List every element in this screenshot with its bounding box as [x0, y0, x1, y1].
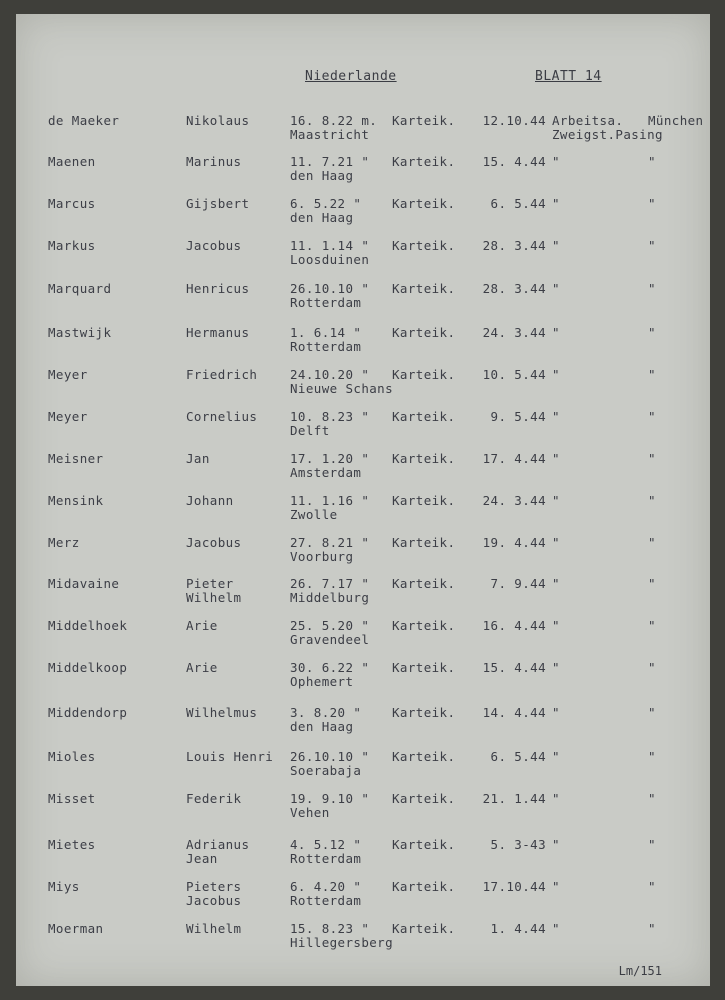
birth-place: Vehen: [290, 805, 330, 820]
karteik-cell: Karteik.: [392, 618, 456, 633]
birth-date: 11. 7.21 ": [290, 154, 370, 169]
birth-date: 17. 1.20 ": [290, 451, 370, 466]
karteik-date-cell: 9. 5.44: [490, 409, 546, 424]
birth-place: Loosduinen: [290, 252, 370, 267]
arbeitsamt-text: ": [552, 409, 560, 424]
birth-place: Voorburg: [290, 549, 354, 564]
birth-date: 16. 8.22 m.: [290, 113, 378, 128]
city-cell: ": [648, 451, 656, 466]
karteik-cell: Karteik.: [392, 367, 456, 382]
birth-date: 26. 7.17 ": [290, 576, 370, 591]
karteik-date-cell: 28. 3.44: [482, 281, 546, 296]
branch-office-text: Zweigst.Pasing: [552, 127, 663, 142]
city-cell: ": [648, 749, 656, 764]
arbeitsamt-text: ": [552, 749, 560, 764]
city-cell: ": [648, 921, 656, 936]
birth-date-place-cell: [290, 750, 369, 778]
karteik-date-cell: 1. 4.44: [490, 921, 546, 936]
arbeitsamt-cell: [552, 452, 560, 466]
first-name-cell: Pieter Wilhelm: [186, 576, 242, 605]
karteik-date-cell: 16. 4.44: [482, 618, 546, 633]
first-name-cell: Louis Henri: [186, 749, 274, 764]
birth-place: Zwolle: [290, 507, 338, 522]
birth-date-place-cell: [290, 494, 369, 522]
karteik-cell: Karteik.: [392, 493, 456, 508]
table-row: [16, 452, 710, 492]
table-row: [16, 368, 710, 408]
city-cell: ": [648, 154, 656, 169]
birth-place: Hillegersberg: [290, 935, 394, 950]
birth-place: Rotterdam: [290, 893, 362, 908]
karteik-cell: Karteik.: [392, 451, 456, 466]
city-cell: ": [648, 837, 656, 852]
karteik-date-cell: 15. 4.44: [482, 154, 546, 169]
karteik-date-cell: 19. 4.44: [482, 535, 546, 550]
first-name-cell: Jan: [186, 451, 210, 466]
birth-place: Amsterdam: [290, 465, 362, 480]
surname-cell: Midavaine: [48, 576, 120, 591]
first-name-cell: Wilhelm: [186, 921, 242, 936]
arbeitsamt-text: ": [552, 705, 560, 720]
birth-date: 15. 8.23 ": [290, 921, 370, 936]
karteik-cell: Karteik.: [392, 238, 456, 253]
birth-place: Gravendeel: [290, 632, 370, 647]
first-name-cell: Johann: [186, 493, 234, 508]
table-row: [16, 880, 710, 920]
birth-place: den Haag: [290, 210, 354, 225]
birth-date-place-cell: [290, 838, 361, 866]
karteik-cell: Karteik.: [392, 281, 456, 296]
karteik-cell: Karteik.: [392, 921, 456, 936]
surname-cell: Middelhoek: [48, 618, 128, 633]
arbeitsamt-cell: [552, 114, 663, 142]
arbeitsamt-cell: [552, 536, 560, 550]
birth-date-place-cell: [290, 577, 369, 605]
table-row: [16, 750, 710, 790]
birth-date-place-cell: [290, 792, 369, 820]
table-row: [16, 619, 710, 659]
table-row: [16, 494, 710, 534]
city-cell: ": [648, 367, 656, 382]
surname-cell: Mastwijk: [48, 325, 112, 340]
city-cell: ": [648, 196, 656, 211]
birth-date: 11. 1.16 ": [290, 493, 370, 508]
birth-place: Maastricht: [290, 127, 370, 142]
city-cell: ": [648, 325, 656, 340]
birth-date-place-cell: [290, 922, 393, 950]
first-name-cell: Wilhelmus: [186, 705, 258, 720]
table-row: [16, 282, 710, 322]
arbeitsamt-cell: [552, 792, 560, 806]
city-cell: ": [648, 281, 656, 296]
arbeitsamt-cell: [552, 326, 560, 340]
karteik-cell: Karteik.: [392, 791, 456, 806]
table-row: [16, 792, 710, 832]
surname-cell: Marquard: [48, 281, 112, 296]
karteik-date-cell: 6. 5.44: [490, 196, 546, 211]
city-cell: ": [648, 705, 656, 720]
arbeitsamt-cell: [552, 922, 560, 936]
karteik-date-cell: 21. 1.44: [482, 791, 546, 806]
surname-cell: Mietes: [48, 837, 96, 852]
arbeitsamt-text: ": [552, 154, 560, 169]
country-heading: Niederlande: [305, 69, 397, 84]
arbeitsamt-cell: [552, 706, 560, 720]
arbeitsamt-cell: [552, 368, 560, 382]
karteik-date-cell: 24. 3.44: [482, 493, 546, 508]
birth-date-place-cell: [290, 661, 369, 689]
karteik-date-cell: 15. 4.44: [482, 660, 546, 675]
karteik-cell: Karteik.: [392, 837, 456, 852]
arbeitsamt-cell: [552, 750, 560, 764]
surname-cell: Meyer: [48, 367, 88, 382]
first-name-cell: Friedrich: [186, 367, 258, 382]
karteik-cell: Karteik.: [392, 879, 456, 894]
birth-place: Ophemert: [290, 674, 354, 689]
birth-place: Rotterdam: [290, 851, 362, 866]
surname-cell: Middelkoop: [48, 660, 128, 675]
arbeitsamt-text: ": [552, 451, 560, 466]
birth-date-place-cell: [290, 114, 377, 142]
table-row: [16, 410, 710, 450]
birth-date: 4. 5.12 ": [290, 837, 362, 852]
table-row: [16, 239, 710, 279]
table-row: [16, 922, 710, 962]
birth-date-place-cell: [290, 536, 369, 564]
karteik-date-cell: 6. 5.44: [490, 749, 546, 764]
arbeitsamt-text: ": [552, 618, 560, 633]
table-row: [16, 197, 710, 237]
birth-place: Soerabaja: [290, 763, 362, 778]
table-row: [16, 706, 710, 746]
birth-date-place-cell: [290, 282, 369, 310]
surname-cell: Miys: [48, 879, 80, 894]
table-row: [16, 661, 710, 701]
first-name-cell: Jacobus: [186, 535, 242, 550]
birth-date: 10. 8.23 ": [290, 409, 370, 424]
surname-cell: Merz: [48, 535, 80, 550]
karteik-date-cell: 24. 3.44: [482, 325, 546, 340]
arbeitsamt-text: ": [552, 879, 560, 894]
first-name-cell: Marinus: [186, 154, 242, 169]
birth-date: 24.10.20 ": [290, 367, 370, 382]
birth-date: 27. 8.21 ": [290, 535, 370, 550]
arbeitsamt-cell: [552, 619, 560, 633]
city-cell: München: [648, 113, 704, 128]
birth-date: 6. 5.22 ": [290, 196, 362, 211]
karteik-cell: Karteik.: [392, 660, 456, 675]
surname-cell: Moerman: [48, 921, 104, 936]
karteik-cell: Karteik.: [392, 535, 456, 550]
first-name-cell: Arie: [186, 618, 218, 633]
city-cell: ": [648, 660, 656, 675]
birth-date: 1. 6.14 ": [290, 325, 362, 340]
first-name-cell: Hermanus: [186, 325, 250, 340]
karteik-date-cell: 7. 9.44: [490, 576, 546, 591]
birth-place: Rotterdam: [290, 339, 362, 354]
karteik-date-cell: 14. 4.44: [482, 705, 546, 720]
birth-date-place-cell: [290, 155, 369, 183]
karteik-date-cell: 12.10.44: [482, 113, 546, 128]
karteik-cell: Karteik.: [392, 749, 456, 764]
city-cell: ": [648, 618, 656, 633]
arbeitsamt-cell: [552, 410, 560, 424]
first-name-cell: Gijsbert: [186, 196, 250, 211]
arbeitsamt-text: ": [552, 660, 560, 675]
birth-date: 30. 6.22 ": [290, 660, 370, 675]
karteik-date-cell: 5. 3-43: [490, 837, 546, 852]
first-name-cell: Adrianus Jean: [186, 837, 250, 866]
city-cell: ": [648, 879, 656, 894]
arbeitsamt-text: ": [552, 281, 560, 296]
surname-cell: Middendorp: [48, 705, 128, 720]
birth-place: Middelburg: [290, 590, 370, 605]
birth-date: 3. 8.20 ": [290, 705, 362, 720]
birth-date-place-cell: [290, 326, 361, 354]
arbeitsamt-cell: [552, 880, 560, 894]
birth-date: 26.10.10 ": [290, 281, 370, 296]
arbeitsamt-cell: [552, 577, 560, 591]
surname-cell: Marcus: [48, 196, 96, 211]
arbeitsamt-cell: [552, 494, 560, 508]
first-name-cell: Arie: [186, 660, 218, 675]
table-row: [16, 326, 710, 366]
birth-date-place-cell: [290, 197, 361, 225]
city-cell: ": [648, 791, 656, 806]
surname-cell: Mensink: [48, 493, 104, 508]
arbeitsamt-text: ": [552, 367, 560, 382]
arbeitsamt-text: ": [552, 325, 560, 340]
surname-cell: Meisner: [48, 451, 104, 466]
arbeitsamt-text: Arbeitsa.: [552, 113, 624, 128]
arbeitsamt-text: ": [552, 791, 560, 806]
surname-cell: Maenen: [48, 154, 96, 169]
city-cell: ": [648, 409, 656, 424]
arbeitsamt-cell: [552, 838, 560, 852]
city-cell: ": [648, 576, 656, 591]
arbeitsamt-text: ": [552, 238, 560, 253]
arbeitsamt-cell: [552, 197, 560, 211]
document-page: [16, 14, 710, 986]
birth-date: 25. 5.20 ": [290, 618, 370, 633]
first-name-cell: Federik: [186, 791, 242, 806]
karteik-cell: Karteik.: [392, 409, 456, 424]
arbeitsamt-cell: [552, 282, 560, 296]
city-cell: ": [648, 493, 656, 508]
karteik-cell: Karteik.: [392, 576, 456, 591]
karteik-cell: Karteik.: [392, 196, 456, 211]
first-name-cell: Henricus: [186, 281, 250, 296]
surname-cell: Misset: [48, 791, 96, 806]
arbeitsamt-cell: [552, 155, 560, 169]
karteik-date-cell: 17.10.44: [482, 879, 546, 894]
first-name-cell: Pieters Jacobus: [186, 879, 242, 908]
birth-date: 11. 1.14 ": [290, 238, 370, 253]
birth-date-place-cell: [290, 880, 361, 908]
table-row: [16, 838, 710, 878]
sheet-number: BLATT 14: [535, 69, 602, 84]
karteik-date-cell: 28. 3.44: [482, 238, 546, 253]
arbeitsamt-cell: [552, 239, 560, 253]
karteik-cell: Karteik.: [392, 325, 456, 340]
karteik-cell: Karteik.: [392, 113, 456, 128]
birth-place: Delft: [290, 423, 330, 438]
birth-date-place-cell: [290, 410, 369, 438]
table-row: [16, 536, 710, 576]
birth-date: 6. 4.20 ": [290, 879, 362, 894]
arbeitsamt-text: ": [552, 196, 560, 211]
birth-place: Nieuwe Schans: [290, 381, 394, 396]
arbeitsamt-text: ": [552, 837, 560, 852]
arbeitsamt-cell: [552, 661, 560, 675]
birth-date-place-cell: [290, 239, 369, 267]
birth-date: 19. 9.10 ": [290, 791, 370, 806]
first-name-cell: Jacobus: [186, 238, 242, 253]
birth-date-place-cell: [290, 619, 369, 647]
birth-place: Rotterdam: [290, 295, 362, 310]
table-row: [16, 577, 710, 617]
first-name-cell: Cornelius: [186, 409, 258, 424]
table-row: [16, 155, 710, 195]
birth-date-place-cell: [290, 368, 393, 396]
birth-place: den Haag: [290, 719, 354, 734]
karteik-date-cell: 10. 5.44: [482, 367, 546, 382]
city-cell: ": [648, 535, 656, 550]
karteik-cell: Karteik.: [392, 154, 456, 169]
surname-cell: Markus: [48, 238, 96, 253]
birth-date: 26.10.10 ": [290, 749, 370, 764]
arbeitsamt-text: ": [552, 493, 560, 508]
page-reference: Lm/151: [618, 964, 662, 978]
karteik-cell: Karteik.: [392, 705, 456, 720]
arbeitsamt-text: ": [552, 576, 560, 591]
table-row: [16, 114, 710, 154]
birth-date-place-cell: [290, 452, 369, 480]
surname-cell: Meyer: [48, 409, 88, 424]
arbeitsamt-text: ": [552, 921, 560, 936]
city-cell: ": [648, 238, 656, 253]
birth-place: den Haag: [290, 168, 354, 183]
arbeitsamt-text: ": [552, 535, 560, 550]
surname-cell: Mioles: [48, 749, 96, 764]
birth-date-place-cell: [290, 706, 361, 734]
first-name-cell: Nikolaus: [186, 113, 250, 128]
karteik-date-cell: 17. 4.44: [482, 451, 546, 466]
surname-cell: de Maeker: [48, 113, 120, 128]
